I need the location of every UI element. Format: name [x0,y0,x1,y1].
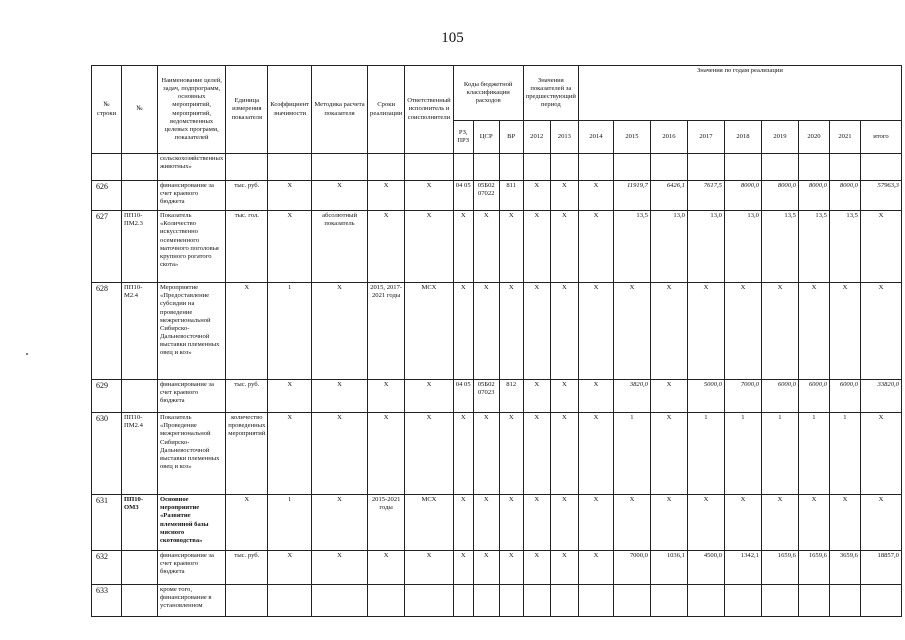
row-responsible [405,154,453,181]
row-csr [473,154,499,181]
row-name: Показатель «Проведение межрегиональной Сибирско-Дальневосточной выставки племенных овец и коз» [158,413,226,495]
row-code [122,551,158,585]
row-csr: X [473,413,499,495]
row-value [578,585,613,617]
row-terms [368,585,405,617]
row-value: X [550,495,578,551]
row-total: 18857,0 [860,551,901,585]
row-name: финансирование за счет краевого бюджета [158,551,226,585]
row-value: X [761,495,798,551]
header-row [92,66,902,121]
row-unit [226,585,268,617]
row-value: X [829,283,860,380]
row-method: абсолютный показатель [312,211,368,283]
row-value: 3820,0 [613,380,650,413]
row-value: X [578,551,613,585]
row-responsible: X [405,211,453,283]
row-value [798,585,829,617]
row-value: X [687,283,724,380]
row-value: X [550,551,578,585]
header-year: 2012 [523,121,550,154]
row-value: 1659,6 [761,551,798,585]
row-value [550,154,578,181]
row-total: X [860,495,901,551]
row-code: ПП10-ПМ2.4 [122,413,158,495]
row-value: X [578,181,613,211]
row-value [650,585,687,617]
row-terms: X [368,181,405,211]
row-number: 631 [92,495,122,551]
header-csr: ЦСР [473,121,499,154]
row-terms: X [368,211,405,283]
row-value [829,154,860,181]
row-value: 8000,0 [761,181,798,211]
table-row [92,154,902,181]
header-row-number: № строки [92,66,122,154]
row-value: 13,0 [724,211,761,283]
row-value: 6000,0 [829,380,860,413]
row-vr: 812 [499,380,523,413]
row-rz: X [453,283,473,380]
row-value: X [761,283,798,380]
row-coefficient: X [268,551,312,585]
row-unit: тыс. руб. [226,181,268,211]
row-value [724,154,761,181]
row-coefficient [268,585,312,617]
row-code: ПП10-ПМ2.3 [122,211,158,283]
header-unit: Единица измерения показателя [226,66,268,154]
row-value: X [613,495,650,551]
row-unit: количество проведенных мероприятий [226,413,268,495]
row-coefficient: 1 [268,495,312,551]
row-terms: X [368,413,405,495]
row-name: Мероприятие «Предоставление субсидии на проведение межрегиональной Сибирско-Дальневосточной выставки племенных овец и коз» [158,283,226,380]
row-code [122,380,158,413]
program-indicators-table [91,65,902,617]
row-value [613,585,650,617]
row-name: финансирование за счет краевого бюджета [158,380,226,413]
row-code [122,181,158,211]
row-vr: X [499,495,523,551]
row-value: X [550,413,578,495]
row-unit: тыс. гол. [226,211,268,283]
row-responsible: X [405,551,453,585]
row-value: 1 [613,413,650,495]
row-code [122,585,158,617]
row-value: 13,5 [613,211,650,283]
row-value [613,154,650,181]
row-value: X [798,283,829,380]
row-total: 57963,3 [860,181,901,211]
row-value: 7000,0 [613,551,650,585]
row-coefficient: X [268,413,312,495]
header-year: 2015 [613,121,650,154]
page-number: 105 [441,30,464,46]
row-coefficient: X [268,181,312,211]
header-responsible: Ответственный исполнитель и соисполнители [405,66,453,154]
row-value: 1 [829,413,860,495]
row-method: X [312,413,368,495]
row-rz: X [453,211,473,283]
row-value: X [578,380,613,413]
row-terms: 2015-2021 годы [368,495,405,551]
row-unit: тыс. руб. [226,551,268,585]
row-value: X [650,380,687,413]
header-year: 2018 [724,121,761,154]
row-responsible: X [405,181,453,211]
row-value: X [687,495,724,551]
row-vr: X [499,211,523,283]
row-value: 5000,0 [687,380,724,413]
row-value: X [550,283,578,380]
row-csr: X [473,211,499,283]
row-code [122,154,158,181]
header-budget-codes: Коды бюджетной классификации расходов [453,66,523,121]
header-vr: ВР [499,121,523,154]
row-value: 1 [798,413,829,495]
row-value: X [523,380,550,413]
row-value: X [523,181,550,211]
header-year-values: Значения по годам реализации [578,66,901,121]
row-value: X [724,283,761,380]
row-method: X [312,495,368,551]
header-year: 2014 [578,121,613,154]
row-value: 1659,6 [798,551,829,585]
row-number: 626 [92,181,122,211]
row-value [650,154,687,181]
row-total: 33820,0 [860,380,901,413]
row-rz: X [453,413,473,495]
row-value: X [650,495,687,551]
row-terms: X [368,551,405,585]
header-year: 2020 [798,121,829,154]
row-unit: X [226,283,268,380]
header-terms: Сроки реализации [368,66,405,154]
header-coefficient: Коэффициент значимости [268,66,312,154]
row-vr: X [499,283,523,380]
row-value: 8000,0 [798,181,829,211]
header-rz: РЗ, ПРЗ [453,121,473,154]
row-value [724,585,761,617]
row-value: X [650,413,687,495]
row-coefficient: X [268,380,312,413]
row-method: X [312,181,368,211]
row-code: ПП10-ОМ3 [122,495,158,551]
row-value: 1 [724,413,761,495]
row-csr [473,585,499,617]
table-row [92,181,902,211]
table-row [92,495,902,551]
row-value: X [724,495,761,551]
row-value: X [550,211,578,283]
row-method: X [312,551,368,585]
row-responsible: МСХ [405,495,453,551]
row-rz: 04 05 [453,380,473,413]
row-value: 1 [687,413,724,495]
row-responsible: МСХ [405,283,453,380]
row-vr [499,585,523,617]
row-value [578,154,613,181]
row-unit: X [226,495,268,551]
row-csr: 05Б02 07022 [473,181,499,211]
row-value: X [578,495,613,551]
row-vr [499,154,523,181]
row-vr: 811 [499,181,523,211]
row-vr: X [499,551,523,585]
row-terms: 2015, 2017-2021 годы [368,283,405,380]
row-value: X [523,495,550,551]
row-value: 7617,5 [687,181,724,211]
row-terms: X [368,380,405,413]
row-name: Показатель «Количество искусственно осемененного маточного поголовья крупного рогатого скота» [158,211,226,283]
row-terms [368,154,405,181]
row-rz: X [453,551,473,585]
table-row [92,211,902,283]
row-value: X [523,413,550,495]
row-value [687,585,724,617]
row-value: 8000,0 [724,181,761,211]
row-total [860,154,901,181]
row-code: ПП10-М2.4 [122,283,158,380]
table-row [92,380,902,413]
row-value: 1 [761,413,798,495]
row-total: X [860,211,901,283]
row-value: 3659,6 [829,551,860,585]
row-responsible [405,585,453,617]
header-code: № [122,66,158,154]
table-row [92,585,902,617]
header-year: 2019 [761,121,798,154]
row-csr: 05Б02 07023 [473,380,499,413]
row-value: 13,5 [829,211,860,283]
header-method: Методика расчета показателя [312,66,368,154]
row-unit: тыс. руб. [226,380,268,413]
header-year: 2013 [550,121,578,154]
row-value [761,585,798,617]
row-value: 7000,0 [724,380,761,413]
row-name: финансирование за счет краевого бюджета [158,181,226,211]
row-value [687,154,724,181]
header-total: итого [860,121,901,154]
row-name: кроме того, финансирование в установленном [158,585,226,617]
row-value: 6426,1 [650,181,687,211]
row-value: X [829,495,860,551]
row-value: X [613,283,650,380]
row-method: X [312,283,368,380]
row-value: X [650,283,687,380]
row-value: 4500,0 [687,551,724,585]
row-rz: 04 05 [453,181,473,211]
row-value [798,154,829,181]
row-value: 13,5 [761,211,798,283]
row-value [523,585,550,617]
row-value: X [798,495,829,551]
scan-speck [26,353,28,355]
row-value: 1342,1 [724,551,761,585]
row-value: X [578,283,613,380]
header-previous-values: Значения показателей за предшествующий период [523,66,578,121]
row-number: 630 [92,413,122,495]
row-value: 6000,0 [798,380,829,413]
row-csr: X [473,551,499,585]
row-value: 13,0 [687,211,724,283]
row-value: 6000,0 [761,380,798,413]
row-value [550,585,578,617]
row-number: 632 [92,551,122,585]
row-csr: X [473,495,499,551]
row-value: X [578,211,613,283]
row-value: 1036,1 [650,551,687,585]
row-coefficient: 1 [268,283,312,380]
row-rz: X [453,495,473,551]
header-year: 2016 [650,121,687,154]
row-responsible: X [405,413,453,495]
row-value: 13,5 [798,211,829,283]
row-total [860,585,901,617]
table-row [92,551,902,585]
header-name: Наименование целей, задач, подпрограмм, основных мероприятий, мероприятий, ведомственных целевых программ, показателей [158,66,226,154]
row-number [92,154,122,181]
row-method: X [312,380,368,413]
row-responsible: X [405,380,453,413]
row-value: X [523,283,550,380]
row-name: Основное мероприятие «Развитие племенной базы мясного скотоводства» [158,495,226,551]
row-value: 11919,7 [613,181,650,211]
row-value: 13,0 [650,211,687,283]
row-value: X [523,551,550,585]
table-row [92,283,902,380]
row-name: сельскохозяйственных животных» [158,154,226,181]
row-rz [453,585,473,617]
row-coefficient [268,154,312,181]
row-number: 627 [92,211,122,283]
header-year: 2021 [829,121,860,154]
row-value: 8000,0 [829,181,860,211]
row-rz [453,154,473,181]
table-row [92,413,902,495]
row-value: X [523,211,550,283]
row-value [761,154,798,181]
row-method [312,585,368,617]
row-value: X [550,181,578,211]
row-number: 633 [92,585,122,617]
row-total: X [860,413,901,495]
row-number: 629 [92,380,122,413]
row-vr: X [499,413,523,495]
row-value [829,585,860,617]
header-year: 2017 [687,121,724,154]
row-total: X [860,283,901,380]
row-value: X [578,413,613,495]
row-csr: X [473,283,499,380]
row-value: X [550,380,578,413]
row-unit [226,154,268,181]
row-value [523,154,550,181]
row-number: 628 [92,283,122,380]
row-method [312,154,368,181]
row-coefficient: X [268,211,312,283]
